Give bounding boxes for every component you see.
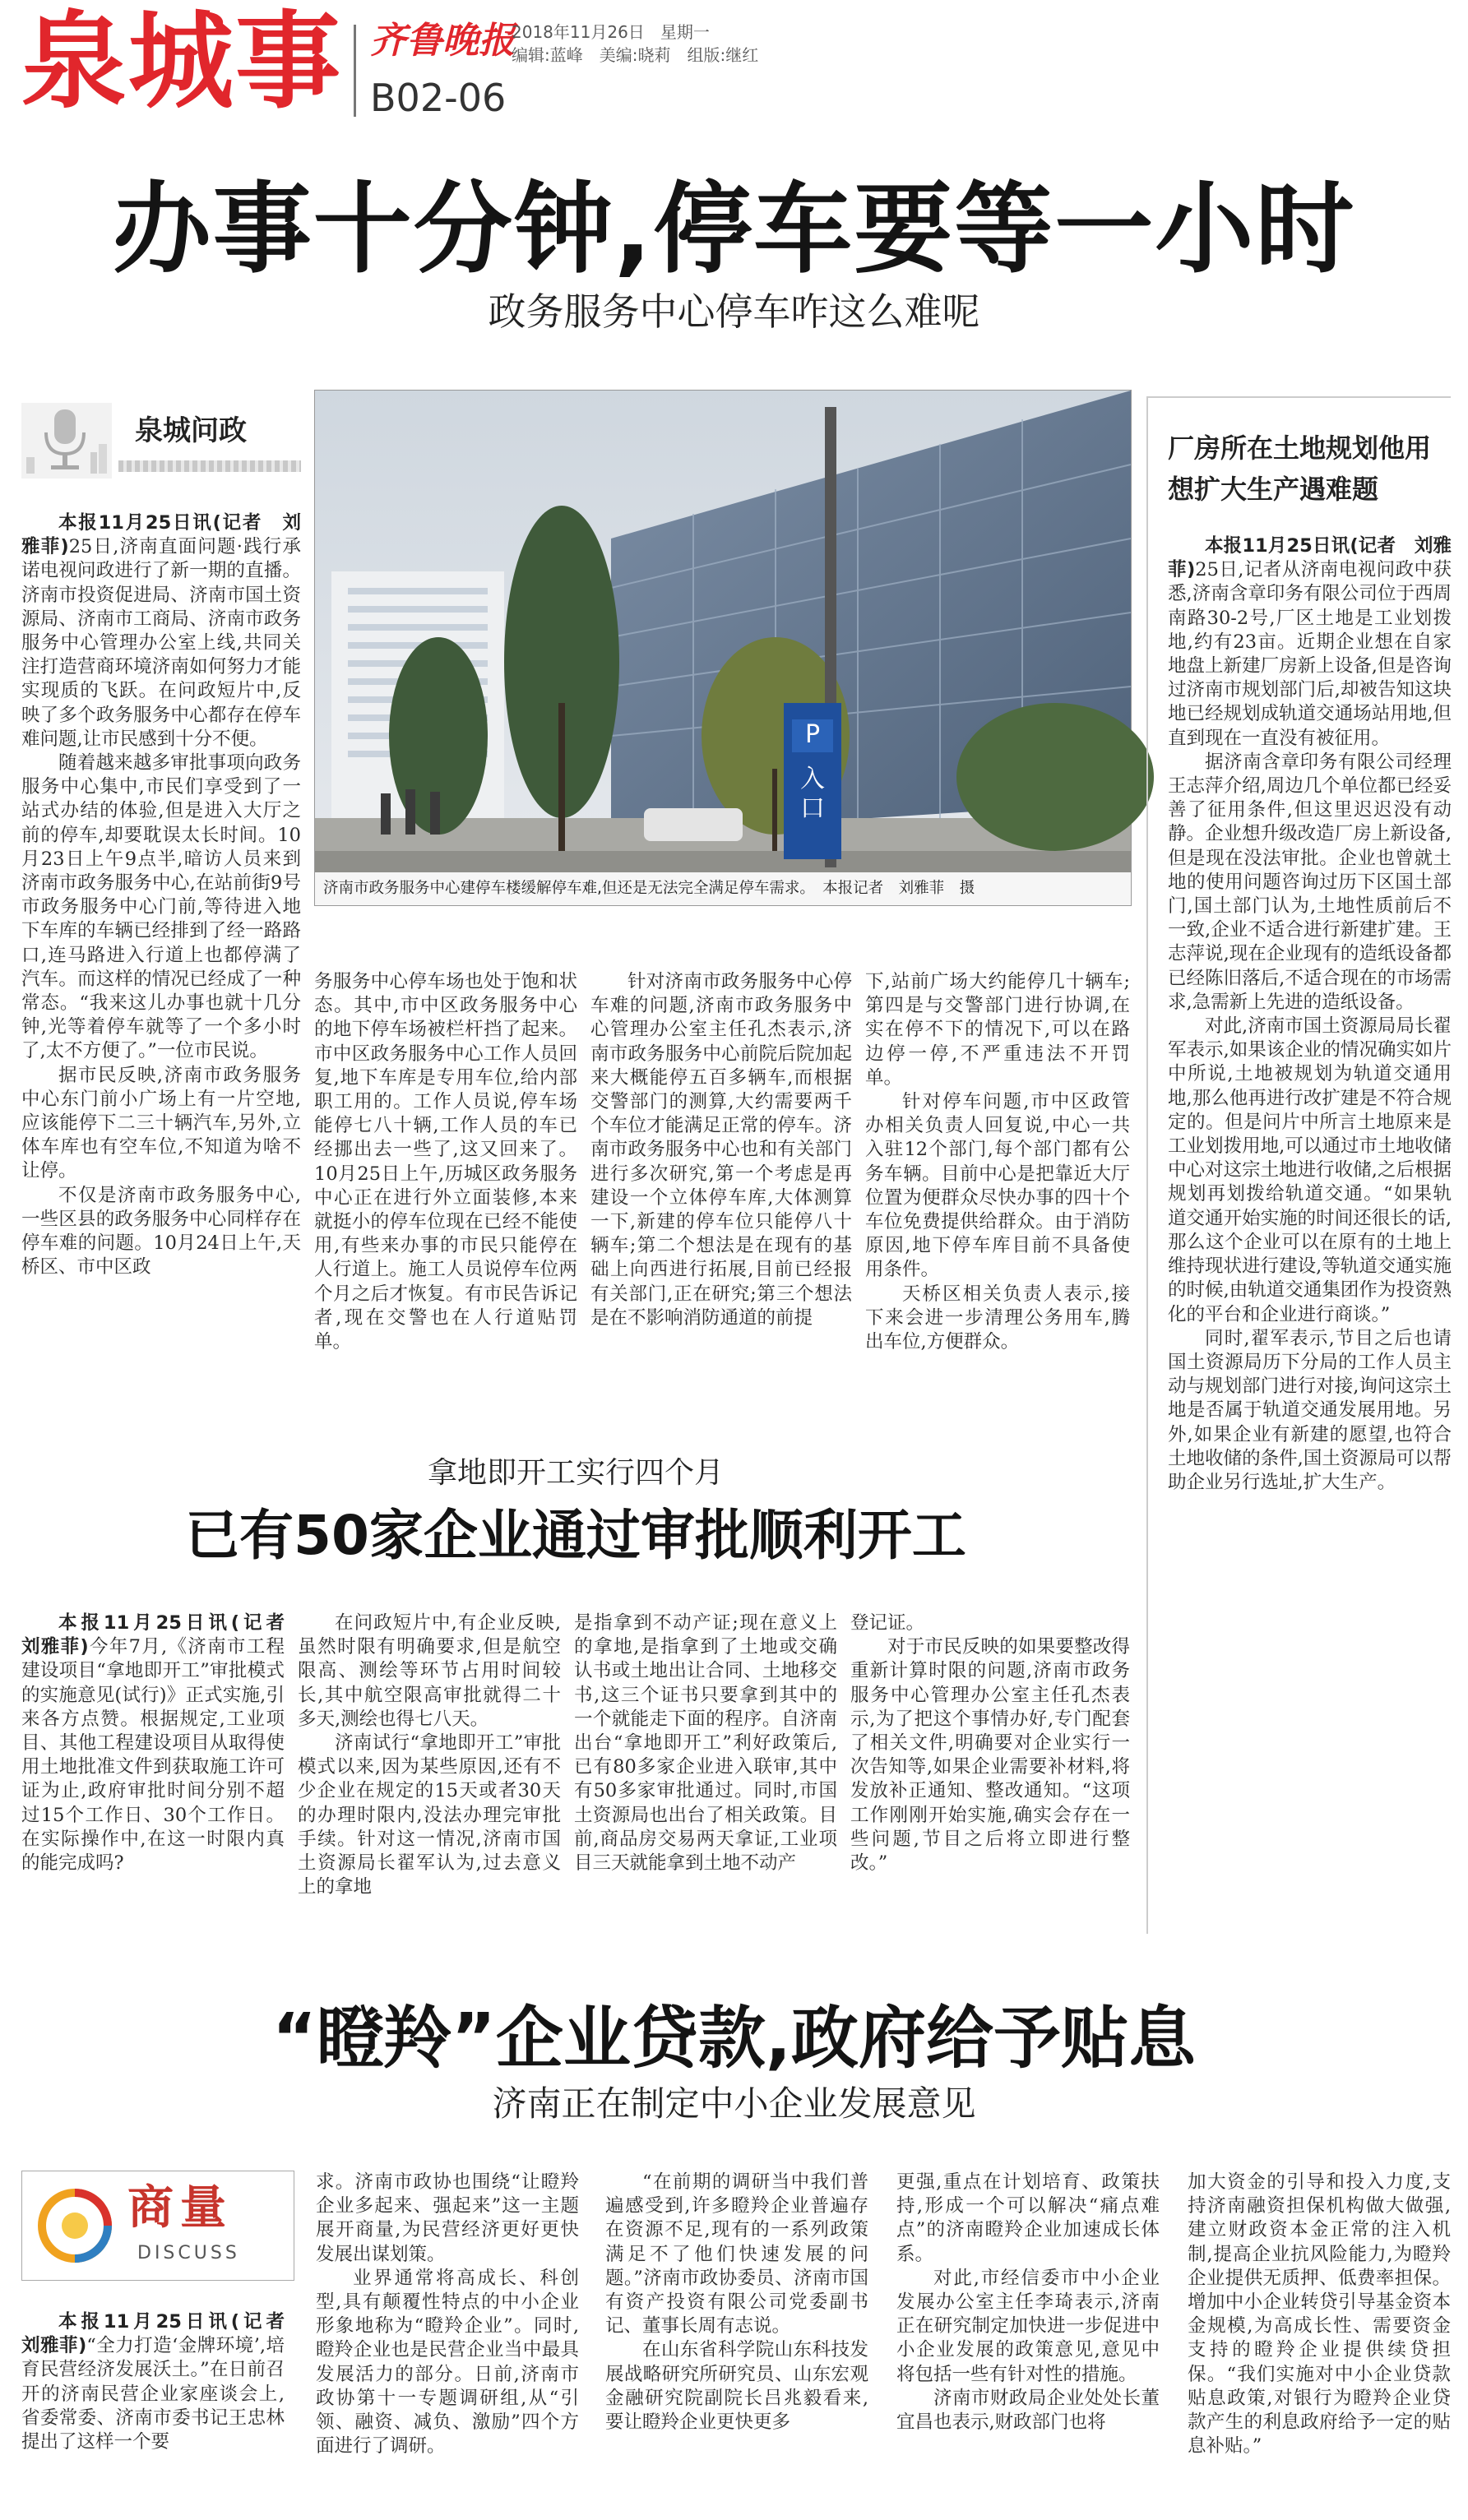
- page-number: B02-06: [370, 76, 507, 120]
- story2-para: [21, 1611, 303, 1875]
- story1-para: 务服务中心停车场也处于饱和状态。其中,市中区政务服务中心的地下停车场被栏杆挡了起来。市中区政务服务中心工作人员回复,地下车库是专用车位,给内部职工用的。工作人员说,停车场能停七八十辆,工作人员的车已经挪出去一些了,这又回来了。10月25日上午,历城区政务服务中心正在进行外立面装修,本来就挺小的停车位现在已经不能使用,有些来办事的市民只能停在人行道上。施工人员说停车位两个月之后才恢复。有市民告诉记者,现在交警也在人行道贴罚单。: [314, 971, 577, 1353]
- story2-para: 在问政短片中,有企业反映,虽然时限有明确要求,但是航空限高、测绘等环节占用时间较长,其中航空限高审批就得二十多天,测绘也得七八天。: [298, 1612, 561, 1730]
- story4-col1: [21, 2310, 303, 2516]
- story4-col2: [316, 2171, 579, 2516]
- discuss-logo: [21, 2171, 294, 2281]
- story3-para: 据济南含章印务有限公司经理王志萍介绍,周边几个单位都已经妥善了征用条件,但这里迟迟没有动静。企业想升级改造厂房上新设备,但是现在没法审批。企业也曾就土地的使用问题咨询过历下区国土部门,国土部门认为,土地性质前后不一致,企业不适合进行新建扩建。王志萍说,现在企业现有的造纸设备都已经陈旧落后,不适合现在的市场需求,急需新上先进的造纸设备。: [1168, 751, 1452, 1013]
- story1-para: 天桥区相关负责人表示,接下来会进一步清理公务用车,腾出车位,方便群众。: [865, 1283, 1130, 1353]
- byline: 本报11月25日讯(记者 刘雅菲): [21, 1612, 303, 1658]
- story4-headline: “瞪羚”企业贷款,政府给予贴息: [272, 2000, 1196, 2078]
- svg-text:P: P: [804, 720, 821, 749]
- story4-col3: [605, 2171, 868, 2516]
- story2-text: 今年7月,《济南市工程建设项目“拿地即开工”审批模式的实施意见(试行)》正式实施,引来各方点赞。根据规定,工业项目、其他工程建设项目从取得使用土地批准文件到获取施工许可证为止,政府审批时间分别不超过15个工作日、30个工作日。在实际操作中,在这一时限内真的能完成吗?: [21, 1636, 285, 1875]
- parking-sign: 入口: [800, 765, 825, 823]
- building-photo: [315, 391, 1131, 905]
- sidebar-rule: [1146, 396, 1148, 1934]
- story3-headline: 厂房所在土地规划他用想扩大生产遇难题: [1168, 432, 1432, 505]
- story1-col1: [21, 511, 301, 1432]
- story4-para: 求。济南市政协也围绕“让瞪羚企业多起来、强起来”这一主题展开商量,为民营经济更好更快发展出谋划策。: [316, 2171, 579, 2265]
- byline: 本报11月25日讯(记者 刘雅菲): [21, 512, 301, 558]
- editor-credits: 编辑:蓝峰 美编:晓莉 组版:继红: [512, 45, 759, 65]
- swirl-icon: [34, 2185, 116, 2267]
- story3-para: 对此,济南市国土资源局局长翟军表示,如果该企业的情况确实如片中所说,土地被规划为轨道交通用地,那么他再进行改扩建是不符合规定的。但是问片中所言土地原来是工业划拨用地,可以通过市土地收储中心对这宗土地进行收储,之后根据规划再划拨给轨道交通。“如果轨道交通开始实施的时间还很长的话,那么这个企业可以在原有的土地上维持现状进行建设,等轨道交通实施的时候,由轨道交通集团作为投资熟化的平台和企业进行商谈。”: [1168, 1015, 1452, 1325]
- story4-para: 加大资金的引导和投入力度,支持济南融资担保机构做大做强,建立财政资本金正常的注入机制,提高企业抗风险能力,为瞪羚企业提供无质押、低费率担保。增加中小企业转贷引导基金资本金规模,为高成长性、需要资金支持的瞪羚企业提供续贷担保。“我们实施对中小企业贷款贴息政策,对银行为瞪羚企业贷款产生的利息政府给予一定的贴息补贴。”: [1188, 2171, 1451, 2458]
- column-label-text: 泉城问政: [135, 414, 247, 447]
- story1-para: [21, 511, 301, 751]
- column-label: [21, 403, 301, 479]
- story1-col4: [865, 970, 1130, 1431]
- story2-col3: [574, 1611, 837, 1924]
- logo-subtext: DISCUSS: [137, 2243, 240, 2263]
- story2-para: 对于市民反映的如果要整改得重新计算时限的问题,济南市政务服务中心管理办公室主任孔杰表示,为了把这个事情办好,专门配套了相关文件,明确要对企业实行一次告知等,如果企业需要补材料,将发放补正通知、整改通知。“这项工作刚刚开始实施,确实会存在一些问题,节目之后将立即进行整改。”: [850, 1636, 1130, 1875]
- date-text: 2018年11月26日: [512, 22, 645, 42]
- story1-text: 25日,济南直面问题·践行承诺电视问政进行了新一期的直播。济南市投资促进局、济南市国土资源局、济南市工商局、济南市政务服务中心管理办公室上线,共同关注打造营商环境济南如何努力才能实现质的飞跃。在问政短片中,反映了多个政务服务中心都存在停车难问题,让市民感到十分不便。: [21, 536, 301, 750]
- masthead-divider: [354, 25, 356, 117]
- story4-para: 对此,市经信委市中小企业发展办公室主任李琦表示,济南正在研究制定加快进一步促进中小企业发展的政策意见,意见中将包括一些有针对性的措施。: [896, 2267, 1160, 2385]
- story2-kicker: 拿地即开工实行四个月: [427, 1456, 724, 1490]
- section-title: 泉城事: [21, 1, 343, 123]
- story1-col2: [314, 970, 577, 1431]
- weekday-text: 星期一: [660, 22, 710, 42]
- photo-caption: 济南市政务服务中心建停车楼缓解停车难,但还是无法完全满足停车需求。 本报记者 刘雅菲 摄: [315, 872, 1131, 905]
- story1-subhead: 政务服务中心停车咋这么难呢: [488, 289, 980, 334]
- story2-para: 是指拿到不动产证;现在意义上的拿地,是指拿到了土地或交确认书或土地出让合同、土地移交书,这三个证书只要拿到其中的一个就能走下面的程序。自济南出台“拿地即开工”利好政策后,已有80多家企业进入联审,其中有50多家审批通过。同时,市国土资源局也出台了相关政策。目前,商品房交易两天拿证,工业项目三天就能拿到土地不动产: [574, 1612, 837, 1875]
- story3-para: [1168, 534, 1452, 751]
- story4-para: 业界通常将高成长、科创型,具有颠覆性特点的中小企业形象地称为“瞪羚企业”。同时,瞪羚企业也是民营企业当中最具发展活力的部分。日前,济南市政协第十一专题调研组,从“引领、融资、减负、激励”四个方面进行了调研。: [316, 2267, 579, 2458]
- story4-para: 在山东省科学院山东科技发展战略研究所研究员、山东宏观金融研究院副院长吕兆毅看来,要让瞪羚企业更快更多: [605, 2339, 868, 2434]
- story3-para: 同时,翟军表示,节目之后也请国土资源局历下分局的工作人员主动与规划部门进行对接,询问这宗土地是否属于轨道交通发展用地。另外,如果企业有新建的愿望,也符合土地收储的条件,国土资源局可以帮助企业另行选址,扩大生产。: [1168, 1327, 1452, 1493]
- story2-para: 济南试行“拿地即开工”审批模式以来,因为某些原因,还有不少企业在规定的15天或者30天的办理时限内,没法办理完审批手续。针对这一情况,济南市国土资源局长翟军认为,过去意义上的拿地: [298, 1732, 561, 1898]
- mic-icon: [21, 403, 112, 479]
- story4-para: “在前期的调研当中我们普遍感受到,许多瞪羚企业普遍存在资源不足,现有的一系列政策满足不了他们快速发展的问题。”济南市政协委员、济南市国有资产投资有限公司党委副书记、董事长周有志说。: [605, 2171, 868, 2337]
- story1-para: 据市民反映,济南市政务服务中心东门前小广场上有一片空地,应该能停下二三十辆汽车,另外,立体车库也有空车位,不知道为啥不让停。: [21, 1064, 301, 1182]
- story1-para: 下,站前广场大约能停几十辆车;第四是与交警部门进行协调,在实在停不下的情况下,可以在路边停一停,不严重违法不开罚单。: [865, 971, 1130, 1089]
- story1-para: 随着越来越多审批事项向政务服务中心集中,市民们享受到了一站式办结的体验,但是进入大厅之前的停车,却要耽误太长时间。10月23日上午9点半,暗访人员来到济南市政务服务中心,在站前街9号市政务服务中心门前,等待进入地下车库的车辆已经排到了经一路路口,连马路进入行道上也都停满了汽车。而这样的情况已经成了一种常态。“我来这儿办事也就十几分钟,光等着停车就等了一个多小时了,太不方便了。”一位市民说。: [21, 752, 301, 1062]
- story2-para: 登记证。: [850, 1612, 925, 1634]
- story1-col3: [590, 970, 852, 1431]
- byline: 本报11月25日讯(记者 刘雅菲): [21, 2311, 303, 2357]
- story1-para: 针对济南市政务服务中心停车难的问题,济南市政务服务中心管理办公室主任孔杰表示,济南市政务服务中心前院后院加起来大概能停五百多辆车,而根据交警部门的测算,大约需要两千个车位才能满足正常的停车。济南市政务服务中心也和有关部门进行多次研究,第一个考虑是再建设一个立体停车库,大体测算一下,新建的停车位只能停八十辆车;第二个想法是在现有的基础上向西进行拓展,目前已经报有关部门,正在研究;第三个想法是在不影响消防通道的前提: [590, 971, 852, 1329]
- column-label-underline: [118, 460, 301, 472]
- sidebar-top-rule: [1146, 396, 1451, 398]
- story4-col5: [1188, 2171, 1451, 2516]
- logo-text: 商量: [127, 2180, 233, 2235]
- story4-col4: [896, 2171, 1160, 2516]
- paper-logo: 齐鲁晚报: [370, 20, 515, 62]
- story4-subhead: 济南正在制定中小企业发展意见: [492, 2083, 976, 2124]
- story2-col4: [850, 1611, 1130, 1924]
- story2-col1: [21, 1611, 303, 1924]
- story1-para: 不仅是济南市政务服务中心,一些区县的政务服务中心同样存在停车难的问题。10月24日上午,天桥区、市中区政: [21, 1184, 301, 1278]
- story4-para: 更强,重点在计划培育、政策扶持,形成一个可以解决“痛点难点”的济南瞪羚企业加速成长体系。: [896, 2171, 1160, 2265]
- story2-headline: 已有50家企业通过审批顺利开工: [185, 1504, 966, 1567]
- issue-date: [512, 21, 710, 43]
- news-photo: [314, 390, 1132, 906]
- story1-headline: 办事十分钟,停车要等一小时: [112, 173, 1356, 287]
- story2-col2: [298, 1611, 561, 1924]
- story4-para: 济南市财政局企业处处长董宜昌也表示,财政部门也将: [896, 2387, 1160, 2434]
- byline: 本报11月25日讯(记者 刘雅菲): [1168, 535, 1452, 581]
- story1-para: 针对停车问题,市中区政管办相关负责人回复说,中心一共入驻12个部门,每个部门都有公务车辆。目前中心是把靠近大厅位置为便群众尽快办事的四十个车位免费提供给群众。由于消防原因,地下停车库目前不具备使用条件。: [865, 1091, 1130, 1281]
- story4-text: “全力打造‘金牌环境’,培育民营经济发展沃土。”在日前召开的济南民营企业家座谈会上,省委常委、济南市委书记王忠林提出了这样一个要: [21, 2335, 285, 2453]
- story3-text: 25日,记者从济南电视问政中获悉,济南含章印务有限公司位于西周南路30-2号,厂区土地是工业划拨地,约有23亩。近期企业想在自家地盘上新建厂房新上设备,但是咨询过济南市规划部门后,却被告知这块地已经规划成轨道交通场站用地,但直到现在一直没有被征用。: [1168, 559, 1452, 749]
- story3-col: [1168, 534, 1452, 1924]
- story4-para: [21, 2310, 303, 2454]
